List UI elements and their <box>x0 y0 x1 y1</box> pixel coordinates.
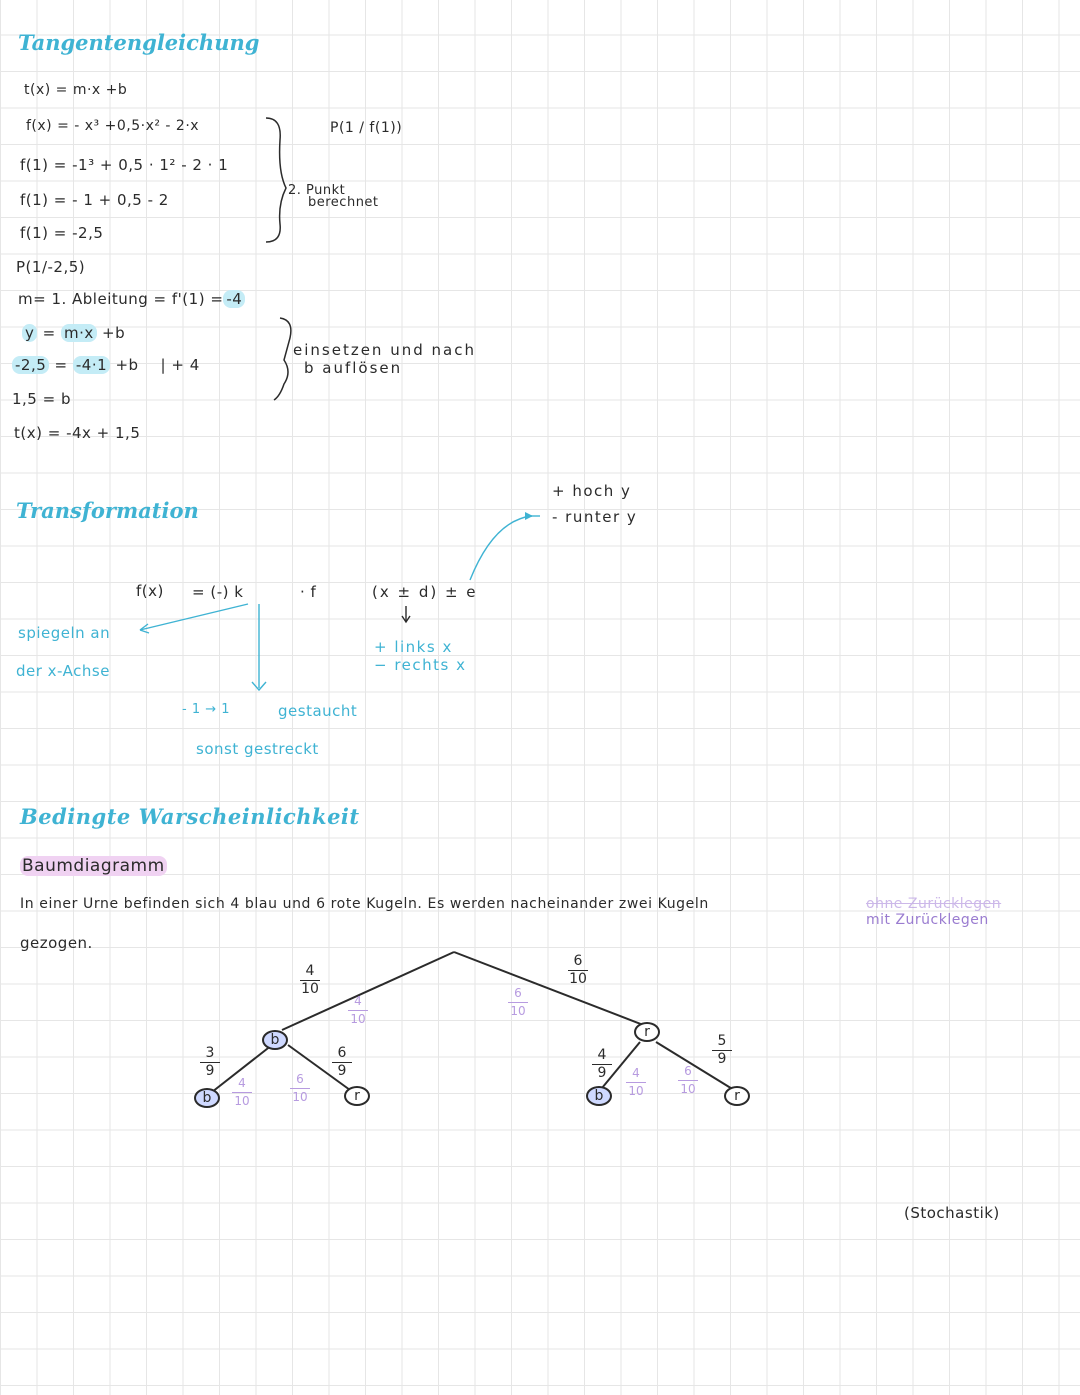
gestaucht-note: gestaucht <box>278 702 358 720</box>
point-note-2: berechnet <box>308 195 379 210</box>
brace-2 <box>274 318 291 400</box>
arrow-e <box>470 516 532 580</box>
e-note-down: - runter y <box>552 508 638 526</box>
tree-node-blue: b <box>262 1030 288 1050</box>
eq-line: t(x) = m·x +b <box>24 82 128 98</box>
section-title-tangente: Tangentengleichung <box>18 30 260 55</box>
prob-b-b-alt: 4 10 <box>232 1076 252 1109</box>
formula-fx: f(x) <box>136 582 164 600</box>
alt-mit-zuruecklegen: mit Zurücklegen <box>866 912 989 928</box>
section-title-transformation: Transformation <box>16 498 199 523</box>
subtitle-baumdiagramm: Baumdiagramm <box>22 856 165 876</box>
eq-line: f(1) = -1³ + 0,5 · 1² - 2 · 1 <box>20 156 229 174</box>
eq-line: f(x) = - x³ +0,5·x² - 2·x <box>26 118 200 134</box>
eq-line: f(1) = - 1 + 0,5 - 2 <box>20 191 169 209</box>
prob-r-alt: 6 10 <box>508 986 528 1019</box>
prob-r-r-alt: 6 10 <box>678 1064 698 1097</box>
y-equation: y = m·x +b <box>22 324 125 342</box>
prob-r-b: 4 9 <box>592 1048 612 1081</box>
point-result: P(1/-2,5) <box>16 258 86 276</box>
alt-ohne-zuruecklegen: ohne Zurücklegen <box>866 896 1002 912</box>
tangent-result: t(x) = -4x + 1,5 <box>14 424 141 442</box>
tree-leaf-blue-red: r <box>344 1086 370 1106</box>
substitution-line: -2,5 = -4·1 +b | + 4 <box>12 356 200 374</box>
gestreckt-note: sonst gestreckt <box>196 740 319 758</box>
tree-leaf-red-blue: b <box>586 1086 612 1106</box>
formula-f: · f <box>300 583 317 601</box>
eq-line: f(1) = -2,5 <box>20 224 104 242</box>
prob-r-b-alt: 4 10 <box>626 1066 646 1099</box>
formula-k: = (-) k <box>192 583 244 601</box>
prob-b-b: 3 9 <box>200 1046 220 1079</box>
m-line: m= 1. Ableitung = f'(1) = -4 <box>18 290 245 308</box>
e-note-up: + hoch y <box>552 482 632 500</box>
spiegeln-note-1: spiegeln an <box>18 624 111 642</box>
prob-b: 4 10 <box>301 963 319 997</box>
point-note-1: 2. Punkt <box>288 183 346 198</box>
tree-leaf-blue-blue: b <box>194 1088 220 1108</box>
task-text-2: gezogen. <box>20 934 93 952</box>
substitute-note-2: b auflösen <box>304 359 403 377</box>
footer-note: (Stochastik) <box>904 1204 1000 1222</box>
tree-leaf-red-red: r <box>724 1086 750 1106</box>
section-title-bedingt: Bedingte Warscheinlichkeit <box>20 804 360 829</box>
k-range: - 1 → 1 <box>182 702 231 717</box>
brace-1 <box>266 118 286 242</box>
prob-r-r: 5 9 <box>712 1034 732 1067</box>
prob-b-alt: 4 10 <box>348 994 368 1027</box>
spiegeln-note-2: der x-Achse <box>16 662 110 680</box>
tree-node-red: r <box>634 1022 660 1042</box>
formula-arg: (x ± d) ± e <box>372 583 478 601</box>
substitute-note-1: einsetzen und nach <box>293 341 476 359</box>
prob-b-r-alt: 6 10 <box>290 1072 310 1105</box>
prob-r: 6 10 <box>569 953 587 987</box>
d-note-left: + links x <box>374 638 453 656</box>
prob-b-r: 6 9 <box>332 1046 352 1079</box>
task-text: In einer Urne befinden sich 4 blau und 6 rote Kugeln. Es werden nacheinander zwei Kugeln <box>20 896 709 912</box>
point-label: P(1 / f(1)) <box>330 120 403 136</box>
arrow-spiegeln <box>140 604 248 630</box>
d-note-right: − rechts x <box>374 656 467 674</box>
b-line: 1,5 = b <box>12 390 71 408</box>
